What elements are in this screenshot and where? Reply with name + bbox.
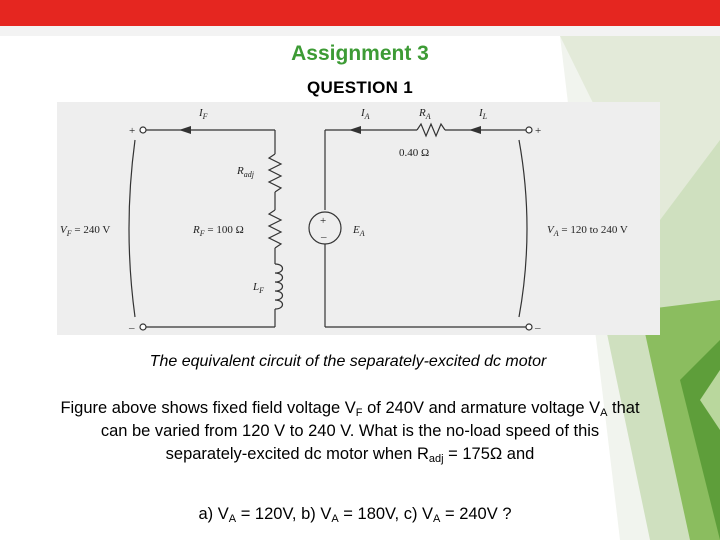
figure-caption: The equivalent circuit of the separately-excited dc motor [149,353,547,370]
terminal-vf-plus [140,127,146,133]
inductor-lf [275,264,283,309]
body-sub-f: F [355,407,363,419]
question-b-value: = 180V, c) V [338,505,434,523]
question-heading: QUESTION 1 [307,78,413,97]
resistor-ra [417,124,445,136]
terminal-va-plus [526,127,532,133]
resistor-rf [269,210,281,248]
body-text-2: of 240V and armature voltage V [362,399,601,417]
arrow-ia [349,126,361,134]
body-text-3: that can be varied from 120 V to 240 V. What is the no-load speed of this separately-excited dc motor when R [100,399,640,463]
slide-title: Assignment 3 [291,42,429,65]
label-vf: $V_F = 240$ V [60,224,111,238]
body-sub-a: A [600,407,608,419]
question-a: a) V [198,505,229,523]
label-va: $V_A = 120$ to 240 V [547,224,628,238]
vf-minus-sign: – [129,322,135,334]
circuit-diagram [57,102,660,335]
label-il: $I_L$ [479,107,488,121]
label-lf: $L_F$ [253,281,265,295]
label-ea: $E_A$ [353,224,365,238]
va-minus-sign: – [535,322,541,334]
question-a-sub: A [228,513,237,525]
arrow-il [469,126,481,134]
label-if: $I_F$ [199,107,208,121]
question-a-value: = 120V, b) V [236,505,332,523]
ea-minus-sign: – [321,231,327,243]
arrow-if [179,126,191,134]
vf-plus-sign: + [129,125,136,137]
question-c-value: = 240V ? [440,505,512,523]
question-b-sub: A [331,513,339,525]
question-parts [0,505,710,524]
label-ia: $I_A$ [361,107,370,121]
vf-bracket [129,140,135,317]
label-ra-value: 0.40 Ω [399,147,430,159]
problem-statement [60,397,640,466]
body-text-1: Figure above shows fixed field voltage V [60,399,356,417]
ea-plus-sign: + [320,215,327,227]
label-ra: $R_A$ [419,107,431,121]
body-sub-adj: adj [428,453,444,465]
label-rf: $R_F = 100$ Ω [193,224,244,238]
body-text-4: = 175Ω and [443,445,535,463]
terminal-va-minus [526,324,532,330]
circuit-figure [57,102,660,335]
resistor-radj [269,154,281,192]
terminal-vf-minus [140,324,146,330]
va-plus-sign: + [535,125,542,137]
va-bracket [519,140,527,317]
question-c-sub: A [433,513,441,525]
label-radj: $R_{adj}$ [237,165,254,179]
